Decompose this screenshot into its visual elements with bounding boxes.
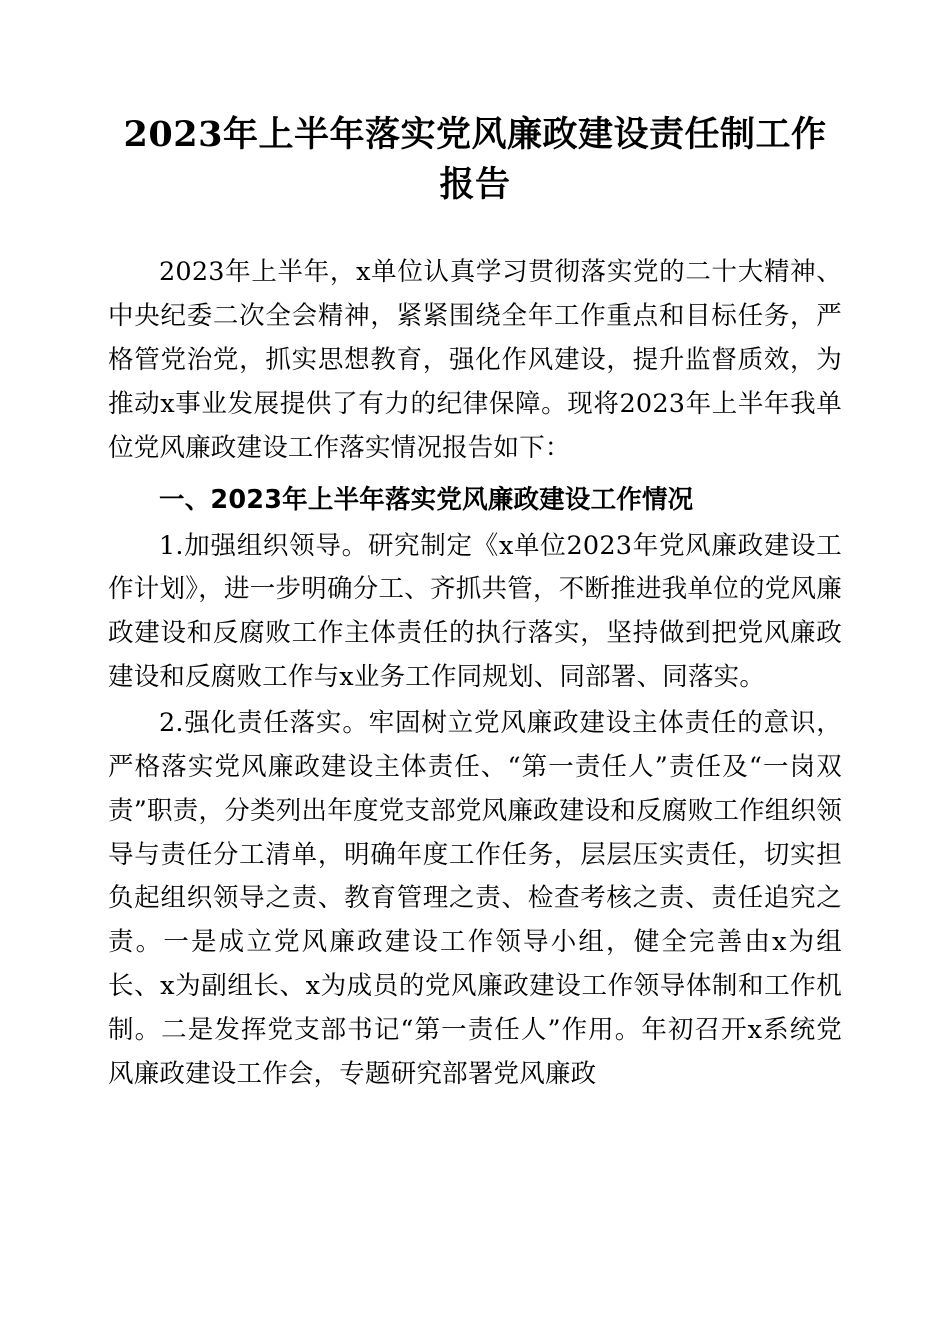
section-heading-one: 一、2023年上半年落实党风廉政建设工作情况 (159, 484, 694, 515)
paragraph-intro: 2023年上半年，x单位认真学习贯彻落实党的二十大精神、中央纪委二次全会精神，紧紧围绕全年工作重点和目标任务，严格管党治党，抓实思想教育，强化作风建设，提升监督质效，为推动x事业发展提供了有力的纪律保障。现将2023年上半年我单位党风廉政建设工作落实情况报告如下： (108, 257, 842, 463)
page-title: 2023年上半年落实党风廉政建设责任制工作报告 (123, 114, 827, 205)
paragraph-item-2: 2.强化责任落实。牢固树立党风廉政建设主体责任的意识，严格落实党风廉政建设主体责任、“第一责任人”责任及“一岗双责”职责，分类列出年度党支部党风廉政建设和反腐败工作组织领导与责任分工清单，明确年度工作任务，层层压实责任，切实担负起组织领导之责、教育管理之责、检查考核之责、责任追究之责。一是成立党风廉政建设工作领导小组，健全完善由x为组长、x为副组长、x为成员的党风廉政建设工作领导体制和工作机制。二是发挥党支部书记“第一责任人”作用。年初召开x系统党风廉政建设工作会，专题研究部署党风廉政 (108, 707, 842, 1089)
paragraph-item-1: 1.加强组织领导。研究制定《x单位2023年党风廉政建设工作计划》，进一步明确分工、齐抓共管，不断推进我单位的党风廉政建设和反腐败工作主体责任的执行落实，坚持做到把党风廉政建设和反腐败工作与x业务工作同规划、同部署、同落实。 (108, 530, 842, 693)
